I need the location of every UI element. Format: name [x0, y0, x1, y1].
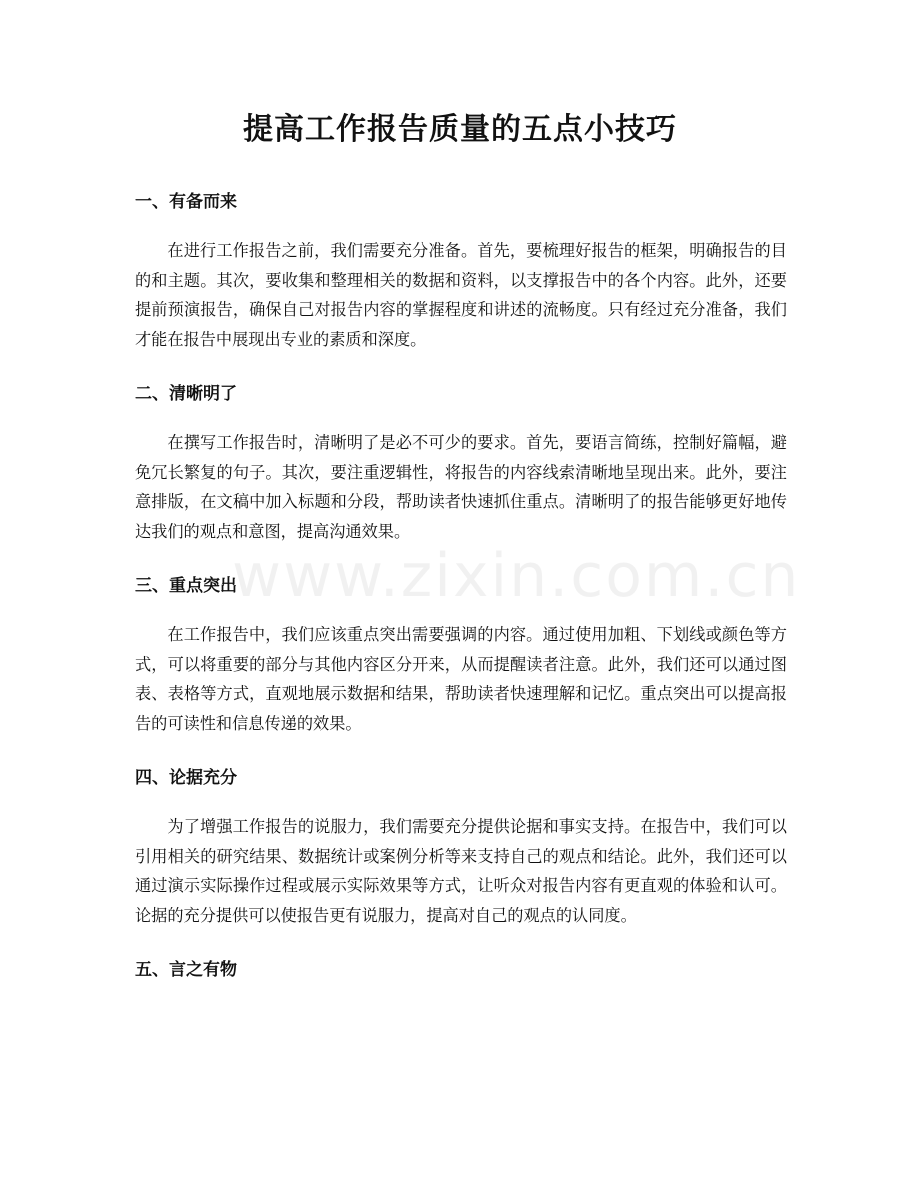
- section-paragraph: 为了增强工作报告的说服力，我们需要充分提供论据和事实支持。在报告中，我们可以引用相关的研究结果、数据统计或案例分析等来支持自己的观点和结论。此外，我们还可以通过演示实际操作过程或展示实际效果等方式，让听众对报告内容有更直观的体验和认可。论据的充分提供可以使报告更有说服力，提高对自己的观点的认同度。: [135, 817, 787, 925]
- section-paragraph: 在进行工作报告之前，我们需要充分准备。首先，要梳理好报告的框架，明确报告的目的和主题。其次，要收集和整理相关的数据和资料，以支撑报告中的各个内容。此外，还要提前预演报告，确保自己对报告内容的掌握程度和讲述的流畅度。只有经过充分准备，我们才能在报告中展现出专业的素质和深度。: [135, 241, 787, 349]
- watermark: www.zixin.com.cn: [232, 541, 801, 611]
- section-2: [135, 376, 787, 546]
- section-heading: 五、言之有物: [135, 960, 237, 980]
- section-5: [135, 952, 787, 988]
- section-paragraph: 在工作报告中，我们应该重点突出需要强调的内容。通过使用加粗、下划线或颜色等方式，可以将重要的部分与其他内容区分开来，从而提醒读者注意。此外，我们还可以通过图表、表格等方式，直观地展示数据和结果，帮助读者快速理解和记忆。重点突出可以提高报告的可读性和信息传递的效果。: [135, 625, 787, 733]
- section-heading: 四、论据充分: [135, 768, 237, 788]
- section-heading: 三、重点突出: [135, 576, 237, 596]
- section-heading: 二、清晰明了: [135, 384, 237, 404]
- section-heading: 一、有备而来: [135, 192, 237, 212]
- section-3: [135, 568, 787, 738]
- section-1: [135, 184, 787, 354]
- section-4: [135, 760, 787, 930]
- section-paragraph: 在撰写工作报告时，清晰明了是必不可少的要求。首先，要语言简练，控制好篇幅，避免冗长繁复的句子。其次，要注重逻辑性，将报告的内容线索清晰地呈现出来。此外，要注意排版，在文稿中加入标题和分段，帮助读者快速抓住重点。清晰明了的报告能够更好地传达我们的观点和意图，提高沟通效果。: [135, 433, 787, 541]
- document-content: [135, 184, 801, 988]
- document-title: 提高工作报告质量的五点小技巧: [243, 112, 677, 147]
